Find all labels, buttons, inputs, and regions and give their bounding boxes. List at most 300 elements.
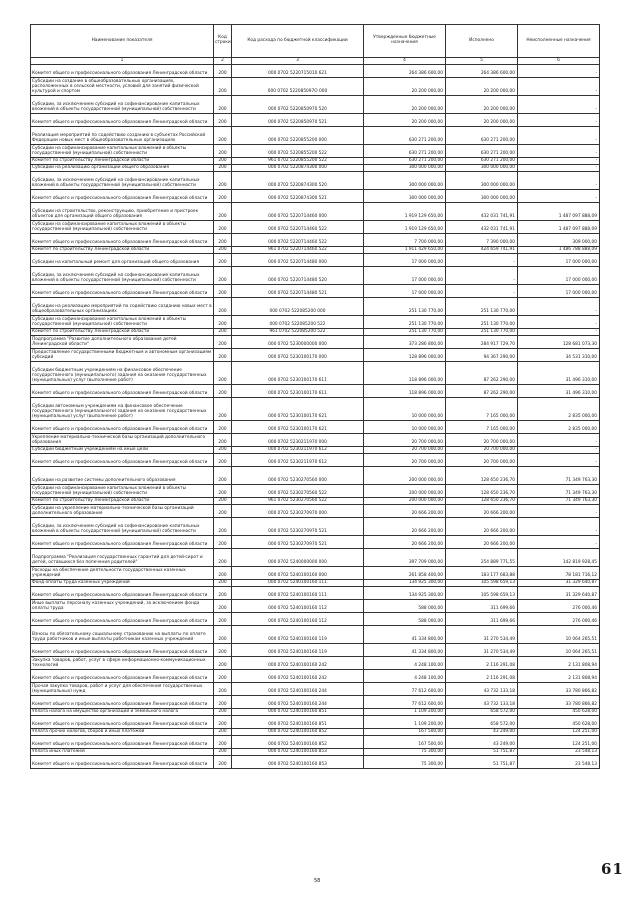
table-row bbox=[31, 716, 600, 729]
row-code: 200 bbox=[214, 467, 232, 485]
row-unexecuted: 1 487 097 888,09 bbox=[518, 221, 600, 234]
row-code: 200 bbox=[214, 587, 232, 600]
row-approved: 200 000 000,00 bbox=[364, 467, 446, 485]
row-approved: 1 109 200,00 bbox=[364, 716, 446, 729]
row-unexecuted: 276 000,46 bbox=[518, 613, 600, 626]
row-approved: 20 200 000,00 bbox=[364, 78, 446, 96]
row-name: Субсидии на строительство, реконструкцию, приобретение и пристроек объектов для организаций общего образования bbox=[31, 203, 214, 221]
row-executed: 43 249,00 bbox=[446, 729, 518, 736]
row-code: 200 bbox=[214, 190, 232, 203]
row-code: 200 bbox=[214, 145, 232, 158]
row-approved: 251 130 770,00 bbox=[364, 329, 446, 336]
row-kbk: 000 0702 5230270970 000 bbox=[232, 505, 364, 518]
row-executed: 300 000 000,00 bbox=[446, 172, 518, 190]
row-approved: 4 248 100,00 bbox=[364, 670, 446, 683]
row-executed: 20 200 000,00 bbox=[446, 114, 518, 127]
row-unexecuted: 17 000 000,00 bbox=[518, 285, 600, 298]
row-unexecuted: 33 780 866,82 bbox=[518, 696, 600, 709]
row-name: Комитет общего и профессионального образования Ленинградской области bbox=[31, 716, 214, 729]
row-approved: 7 700 000,00 bbox=[364, 234, 446, 247]
row-code: 200 bbox=[214, 716, 232, 729]
row-code: 200 bbox=[214, 172, 232, 190]
row-unexecuted: 33 780 866,82 bbox=[518, 683, 600, 696]
row-kbk: 000 0702 5230270560 000 bbox=[232, 467, 364, 485]
row-name: Комитет общего и профессионального образования Ленинградской области bbox=[31, 613, 214, 626]
row-unexecuted: 10 064 265,51 bbox=[518, 626, 600, 644]
row-code: 200 bbox=[214, 683, 232, 696]
row-approved: 20 200 000,00 bbox=[364, 96, 446, 114]
row-executed: 432 031 741,91 bbox=[446, 221, 518, 234]
row-executed: 43 249,00 bbox=[446, 736, 518, 749]
row-approved: 75 300,00 bbox=[364, 749, 446, 756]
row-executed: 20 666 200,00 bbox=[446, 536, 518, 549]
row-approved: 4 248 100,00 bbox=[364, 657, 446, 670]
table-row bbox=[31, 329, 600, 336]
row-executed: 2 116 291,08 bbox=[446, 657, 518, 670]
table-row bbox=[31, 145, 600, 158]
row-code: 200 bbox=[214, 749, 232, 756]
row-name: Подпрограмма "Развитие дополнительного образования детей Ленинградской области" bbox=[31, 336, 214, 349]
row-kbk: 000 0702 5220855200 000 bbox=[232, 127, 364, 145]
table-row bbox=[31, 580, 600, 587]
row-code: 200 bbox=[214, 626, 232, 644]
row-kbk: 000 0702 5240100160 244 bbox=[232, 696, 364, 709]
row-kbk: 961 0702 5220714460 522 bbox=[232, 247, 364, 254]
row-name: Взносы по обязательному социальному страхованию на выплаты по оплате труда работников и иные выплаты работникам казенных учреждений bbox=[31, 626, 214, 644]
row-code: 200 bbox=[214, 221, 232, 234]
table-row bbox=[31, 567, 600, 580]
row-approved: 10 000 000,00 bbox=[364, 421, 446, 434]
table-row bbox=[31, 267, 600, 285]
row-code: 200 bbox=[214, 127, 232, 145]
table-row bbox=[31, 657, 600, 670]
row-name: Уплата прочих налогов, сборов и иных платежей bbox=[31, 729, 214, 736]
row-executed: 20 200 000,00 bbox=[446, 78, 518, 96]
row-kbk: 000 0702 5220850970 521 bbox=[232, 114, 364, 127]
row-executed: 300 000 000,00 bbox=[446, 190, 518, 203]
column-number: 5 bbox=[446, 58, 518, 65]
row-name: Субсидии, за исключением субсидий на софинансирование капитальных вложений в объекты государственной (муниципальной) собственности bbox=[31, 172, 214, 190]
row-name: Уплата иных платежей bbox=[31, 749, 214, 756]
row-name: Комитет общего и профессионального образования Ленинградской области bbox=[31, 421, 214, 434]
row-unexecuted: - bbox=[518, 536, 600, 549]
header-code: Код строки bbox=[214, 25, 232, 58]
row-unexecuted: 309 000,00 bbox=[518, 234, 600, 247]
row-executed: 128 650 236,70 bbox=[446, 498, 518, 505]
row-code: 200 bbox=[214, 329, 232, 336]
row-kbk: 000 0702 5220714480 520 bbox=[232, 267, 364, 285]
row-executed: 311 699,66 bbox=[446, 613, 518, 626]
row-unexecuted: 2 835 000,00 bbox=[518, 398, 600, 421]
row-approved: 128 896 000,00 bbox=[364, 349, 446, 362]
table-row bbox=[31, 447, 600, 454]
row-code: 200 bbox=[214, 421, 232, 434]
header-executed: Исполнено bbox=[446, 25, 518, 58]
row-approved: 10 000 000,00 bbox=[364, 398, 446, 421]
row-unexecuted: 1 486 788 888,09 bbox=[518, 247, 600, 254]
table-row bbox=[31, 670, 600, 683]
column-number: 4 bbox=[364, 58, 446, 65]
row-kbk: 000 0702 5220714460 000 bbox=[232, 203, 364, 221]
row-approved: 1 919 129 650,00 bbox=[364, 203, 446, 221]
row-approved: 588 000,00 bbox=[364, 613, 446, 626]
row-approved: 588 000,00 bbox=[364, 600, 446, 613]
row-kbk: 000 0702 5230100170 611 bbox=[232, 362, 364, 385]
row-name: Комитет по строительству Ленинградской области bbox=[31, 498, 214, 505]
row-executed: 300 000 000,00 bbox=[446, 165, 518, 172]
row-kbk: 000 0702 5220714480 000 bbox=[232, 254, 364, 267]
row-approved: 77 612 600,00 bbox=[364, 683, 446, 696]
row-unexecuted: - bbox=[518, 298, 600, 316]
row-name: Комитет по строительству Ленинградской области bbox=[31, 247, 214, 254]
table-row bbox=[31, 254, 600, 267]
row-approved: 251 130 770,00 bbox=[364, 316, 446, 329]
column-number: 6 bbox=[518, 58, 600, 65]
row-kbk: 000 0702 5230100170 000 bbox=[232, 349, 364, 362]
row-unexecuted: 2 835 000,00 bbox=[518, 421, 600, 434]
row-executed: 630 271 200,00 bbox=[446, 158, 518, 165]
table-row bbox=[31, 756, 600, 769]
row-approved: 630 271 200,00 bbox=[364, 158, 446, 165]
row-unexecuted: 142 819 928,45 bbox=[518, 549, 600, 567]
row-unexecuted: 450 628,00 bbox=[518, 716, 600, 729]
row-kbk: 000 0702 5240100160 852 bbox=[232, 736, 364, 749]
row-executed: 20 200 000,00 bbox=[446, 96, 518, 114]
table-row bbox=[31, 736, 600, 749]
row-kbk: 000 0702 5220714480 521 bbox=[232, 285, 364, 298]
row-executed: 311 699,66 bbox=[446, 600, 518, 613]
row-unexecuted: - bbox=[518, 172, 600, 190]
row-code: 200 bbox=[214, 485, 232, 498]
row-name: Комитет общего и профессионального образования Ленинградской области bbox=[31, 114, 214, 127]
row-code: 200 bbox=[214, 316, 232, 329]
row-unexecuted: - bbox=[518, 447, 600, 454]
row-kbk: 000 0702 522085200 522 bbox=[232, 316, 364, 329]
row-code: 200 bbox=[214, 267, 232, 285]
handwritten-page-number: 61 bbox=[601, 860, 624, 878]
row-approved: 20 200 000,00 bbox=[364, 114, 446, 127]
row-code: 200 bbox=[214, 447, 232, 454]
row-executed: 20 700 000,00 bbox=[446, 434, 518, 447]
row-code: 200 bbox=[214, 234, 232, 247]
row-kbk: 000 0702 5240100160 242 bbox=[232, 670, 364, 683]
row-name: Субсидии на софинансирование капитальных вложений в объекты государственной (муниципальной) собственности bbox=[31, 485, 214, 498]
row-kbk: 000 0702 5230270970 521 bbox=[232, 518, 364, 536]
row-code: 200 bbox=[214, 65, 232, 78]
table-row bbox=[31, 467, 600, 485]
row-name: Субсидии на капитальный ремонт для организаций общего образования bbox=[31, 254, 214, 267]
row-code: 200 bbox=[214, 600, 232, 613]
row-kbk: 961 0702 522085200 522 bbox=[232, 329, 364, 336]
row-approved: 20 666 200,00 bbox=[364, 518, 446, 536]
row-kbk: 000 0702 5240100160 112 bbox=[232, 600, 364, 613]
table-row bbox=[31, 398, 600, 421]
table-row bbox=[31, 613, 600, 626]
table-row bbox=[31, 285, 600, 298]
row-approved: 20 700 000,00 bbox=[364, 447, 446, 454]
row-approved: 41 334 800,00 bbox=[364, 644, 446, 657]
row-executed: 658 572,00 bbox=[446, 716, 518, 729]
row-executed: 658 572,00 bbox=[446, 709, 518, 716]
row-executed: 7 165 000,00 bbox=[446, 421, 518, 434]
table-row bbox=[31, 385, 600, 398]
row-executed: 20 666 200,00 bbox=[446, 505, 518, 518]
row-executed: 2 116 291,08 bbox=[446, 670, 518, 683]
column-number: 3 bbox=[232, 58, 364, 65]
row-code: 200 bbox=[214, 254, 232, 267]
table-row bbox=[31, 203, 600, 221]
row-name: Комитет общего и профессионального образования Ленинградской области bbox=[31, 190, 214, 203]
row-kbk: 000 0702 5240100160 119 bbox=[232, 626, 364, 644]
row-approved: 167 500,00 bbox=[364, 729, 446, 736]
row-unexecuted: 23 548,13 bbox=[518, 749, 600, 756]
row-unexecuted: 34 531 310,00 bbox=[518, 349, 600, 362]
row-kbk: 000 0702 5240100160 111 bbox=[232, 587, 364, 600]
row-unexecuted: - bbox=[518, 165, 600, 172]
row-executed: 43 732 133,18 bbox=[446, 683, 518, 696]
row-executed: 128 650 236,70 bbox=[446, 485, 518, 498]
row-unexecuted: 31 496 310,00 bbox=[518, 362, 600, 385]
row-unexecuted: 128 681 073,30 bbox=[518, 336, 600, 349]
row-executed: 284 917 729,70 bbox=[446, 336, 518, 349]
row-code: 200 bbox=[214, 96, 232, 114]
budget-table bbox=[30, 24, 600, 769]
row-approved: 20 666 200,00 bbox=[364, 505, 446, 518]
row-code: 200 bbox=[214, 549, 232, 567]
row-unexecuted: - bbox=[518, 454, 600, 467]
row-kbk: 000 0702 5240100160 853 bbox=[232, 749, 364, 756]
row-kbk: 000 0702 5230270560 522 bbox=[232, 485, 364, 498]
row-approved: 397 709 000,00 bbox=[364, 549, 446, 567]
row-kbk: 961 0702 5220855200 522 bbox=[232, 158, 364, 165]
row-executed: 87 262 290,00 bbox=[446, 362, 518, 385]
row-approved: 167 500,00 bbox=[364, 736, 446, 749]
row-name: Предоставление государственными бюджетным и автономным организациям субсидий bbox=[31, 349, 214, 362]
row-approved: 630 271 200,00 bbox=[364, 127, 446, 145]
row-code: 200 bbox=[214, 247, 232, 254]
row-approved: 41 334 800,00 bbox=[364, 626, 446, 644]
table-row bbox=[31, 165, 600, 172]
row-unexecuted: 1 487 097 888,09 bbox=[518, 203, 600, 221]
header-kbk: Код расхода по бюджетной классификации bbox=[232, 25, 364, 58]
row-code: 200 bbox=[214, 285, 232, 298]
row-kbk: 000 0702 5240100160 242 bbox=[232, 657, 364, 670]
row-executed: 51 751,87 bbox=[446, 749, 518, 756]
row-kbk: 961 0702 5230270560 522 bbox=[232, 498, 364, 505]
row-unexecuted: - bbox=[518, 329, 600, 336]
row-executed: 31 270 534,49 bbox=[446, 626, 518, 644]
column-number: 2 bbox=[214, 58, 232, 65]
table-row bbox=[31, 65, 600, 78]
row-approved: 1 911 429 650,00 bbox=[364, 247, 446, 254]
row-approved: 251 130 770,00 bbox=[364, 298, 446, 316]
row-kbk: 000 0702 5230100170 611 bbox=[232, 385, 364, 398]
row-executed: 20 666 200,00 bbox=[446, 518, 518, 536]
row-code: 200 bbox=[214, 158, 232, 165]
row-name: Комитет общего и профессионального образования Ленинградской области bbox=[31, 536, 214, 549]
row-code: 200 bbox=[214, 518, 232, 536]
row-executed: 183 177 683,88 bbox=[446, 567, 518, 580]
table-row bbox=[31, 498, 600, 505]
row-approved: 20 700 000,00 bbox=[364, 434, 446, 447]
table-row bbox=[31, 505, 600, 518]
row-code: 200 bbox=[214, 434, 232, 447]
row-code: 200 bbox=[214, 657, 232, 670]
row-unexecuted: - bbox=[518, 434, 600, 447]
row-executed: 630 271 200,00 bbox=[446, 145, 518, 158]
row-name: Комитет общего и профессионального образования Ленинградской области bbox=[31, 65, 214, 78]
header-row bbox=[31, 25, 600, 58]
row-kbk: 000 0702 5220874300 000 bbox=[232, 165, 364, 172]
row-name: Субсидии, за исключением субсидий на софинансирование капитальных вложений в объекты государственной (муниципальной) собственности bbox=[31, 267, 214, 285]
table-row bbox=[31, 549, 600, 567]
table-row bbox=[31, 349, 600, 362]
row-name: Комитет общего и профессионального образования Ленинградской области bbox=[31, 736, 214, 749]
row-approved: 1 109 200,00 bbox=[364, 709, 446, 716]
row-approved: 200 000 000,00 bbox=[364, 485, 446, 498]
row-kbk: 000 0702 5230100170 621 bbox=[232, 398, 364, 421]
row-unexecuted: 10 064 265,51 bbox=[518, 644, 600, 657]
row-approved: 20 700 000,00 bbox=[364, 454, 446, 467]
row-name: Субсидии на софинансирование капитальных вложений в объекты государственной (муниципальной) собственности bbox=[31, 221, 214, 234]
table-row bbox=[31, 336, 600, 349]
table-row bbox=[31, 221, 600, 234]
column-number: 1 bbox=[31, 58, 214, 65]
row-kbk: 000 0702 5220855200 522 bbox=[232, 145, 364, 158]
row-code: 200 bbox=[214, 298, 232, 316]
row-executed: 43 732 133,18 bbox=[446, 696, 518, 709]
row-executed: 264 386 600,00 bbox=[446, 65, 518, 78]
table-row bbox=[31, 454, 600, 467]
table-row bbox=[31, 298, 600, 316]
row-unexecuted: - bbox=[518, 158, 600, 165]
table-row bbox=[31, 172, 600, 190]
table-row bbox=[31, 78, 600, 96]
row-kbk: 000 0702 5230211970 612 bbox=[232, 447, 364, 454]
row-executed: 251 130 770,00 bbox=[446, 298, 518, 316]
table-row bbox=[31, 709, 600, 716]
row-name: Фонд оплаты труда казенных учреждений bbox=[31, 580, 214, 587]
row-executed: 20 700 000,00 bbox=[446, 447, 518, 454]
row-executed: 432 031 741,91 bbox=[446, 203, 518, 221]
row-kbk: 000 0702 5230211970 000 bbox=[232, 434, 364, 447]
row-unexecuted: - bbox=[518, 145, 600, 158]
row-code: 200 bbox=[214, 165, 232, 172]
row-name: Расходы на обеспечение деятельности государственных казенных учреждений bbox=[31, 567, 214, 580]
row-executed: 424 659 741,91 bbox=[446, 247, 518, 254]
row-approved: 300 000 000,00 bbox=[364, 172, 446, 190]
row-name: Комитет общего и профессионального образования Ленинградской области bbox=[31, 587, 214, 600]
table-row bbox=[31, 114, 600, 127]
row-executed: 251 130 770,00 bbox=[446, 329, 518, 336]
row-code: 200 bbox=[214, 362, 232, 385]
row-name: Комитет общего и профессионального образования Ленинградской области bbox=[31, 234, 214, 247]
row-unexecuted: 124 251,00 bbox=[518, 736, 600, 749]
table-row bbox=[31, 683, 600, 696]
row-approved: 373 286 800,00 bbox=[364, 336, 446, 349]
row-approved: 17 000 000,00 bbox=[364, 267, 446, 285]
row-unexecuted: - bbox=[518, 127, 600, 145]
row-approved: 118 896 000,00 bbox=[364, 362, 446, 385]
row-name: Комитет общего и профессионального образования Ленинградской области bbox=[31, 756, 214, 769]
row-unexecuted: - bbox=[518, 505, 600, 518]
row-approved: 77 612 600,00 bbox=[364, 696, 446, 709]
row-kbk: 000 0702 5220714460 522 bbox=[232, 234, 364, 247]
row-name: Субсидии на создание в общеобразовательных организациях, расположенных в сельской местности, условий для занятий физической культурой и спортом bbox=[31, 78, 214, 96]
row-unexecuted: 276 000,46 bbox=[518, 600, 600, 613]
row-name: Комитет общего и профессионального образования Ленинградской области bbox=[31, 454, 214, 467]
table-row bbox=[31, 247, 600, 254]
row-kbk: 000 0702 5230211970 612 bbox=[232, 454, 364, 467]
row-code: 200 bbox=[214, 736, 232, 749]
row-code: 200 bbox=[214, 78, 232, 96]
table-row bbox=[31, 127, 600, 145]
row-name: Субсидии на реализацию организации общего образования bbox=[31, 165, 214, 172]
table-row bbox=[31, 729, 600, 736]
row-name: Комитет общего и профессионального образования Ленинградской области bbox=[31, 670, 214, 683]
row-name: Субсидии, за исключением субсидий на софинансирование капитальных вложений в объекты государственной (муниципальной) собственности bbox=[31, 518, 214, 536]
row-executed: 31 270 534,49 bbox=[446, 644, 518, 657]
row-name: Иные выплаты персоналу казенных учреждений, за исключением фонда оплаты труда bbox=[31, 600, 214, 613]
row-executed: - bbox=[446, 285, 518, 298]
row-unexecuted: 31 496 310,00 bbox=[518, 385, 600, 398]
row-unexecuted: 78 181 716,12 bbox=[518, 567, 600, 580]
table-row bbox=[31, 485, 600, 498]
table-row bbox=[31, 536, 600, 549]
row-name: Субсидии на укрепление материально-технической базы организаций дополнительного образования bbox=[31, 505, 214, 518]
row-code: 200 bbox=[214, 756, 232, 769]
row-name: Субсидии на реализацию мероприятий по содействию созданию новых мест в общеобразовательных организациях bbox=[31, 298, 214, 316]
row-code: 200 bbox=[214, 729, 232, 736]
table-row bbox=[31, 434, 600, 447]
row-kbk: 000 0702 5230100170 621 bbox=[232, 421, 364, 434]
table-row bbox=[31, 421, 600, 434]
row-approved: 264 386 600,00 bbox=[364, 65, 446, 78]
row-approved: 261 858 400,00 bbox=[364, 567, 446, 580]
row-unexecuted: - bbox=[518, 65, 600, 78]
row-approved: 17 000 000,00 bbox=[364, 254, 446, 267]
row-executed: - bbox=[446, 267, 518, 285]
row-code: 200 bbox=[214, 567, 232, 580]
row-code: 200 bbox=[214, 580, 232, 587]
row-approved: 118 896 000,00 bbox=[364, 385, 446, 398]
budget-sheet bbox=[30, 24, 599, 769]
row-kbk: 000 0702 5240100160 111 bbox=[232, 580, 364, 587]
row-code: 200 bbox=[214, 454, 232, 467]
row-name: Субсидии на софинансирование капитальных вложений в объекты государственной (муниципальной) собственности bbox=[31, 145, 214, 158]
row-name: Закупка товаров, работ, услуг в сфере информационно-коммуникационных технологий bbox=[31, 657, 214, 670]
column-numbers-row bbox=[31, 58, 600, 65]
header-approved: Утвержденные бюджетные назначения bbox=[364, 25, 446, 58]
row-code: 200 bbox=[214, 203, 232, 221]
row-executed: 7 165 000,00 bbox=[446, 398, 518, 421]
row-name: Комитет общего и профессионального образования Ленинградской области bbox=[31, 696, 214, 709]
row-name: Комитет общего и профессионального образования Ленинградской области bbox=[31, 285, 214, 298]
row-name: Комитет по строительству Ленинградской области bbox=[31, 329, 214, 336]
row-kbk: 000 0702 5240100160 852 bbox=[232, 729, 364, 736]
row-name: Субсидии бюджетным учреждениям на финансовое обеспечение государственного (муниципального) задания на оказание государственных (муниципальных) услуг (выполнение работ) bbox=[31, 362, 214, 385]
row-executed: 128 650 236,70 bbox=[446, 467, 518, 485]
row-unexecuted: 2 131 808,94 bbox=[518, 657, 600, 670]
row-approved: 20 666 200,00 bbox=[364, 536, 446, 549]
table-row bbox=[31, 626, 600, 644]
row-name: Субсидии на софинансирование капитальных вложений в объекты государственной (муниципальной) собственности bbox=[31, 316, 214, 329]
row-name: Прочая закупка товаров, работ и услуг для обеспечения государственных (муниципальных) нужд bbox=[31, 683, 214, 696]
table-row bbox=[31, 644, 600, 657]
row-executed: 20 700 000,00 bbox=[446, 454, 518, 467]
table-row bbox=[31, 518, 600, 536]
row-unexecuted: - bbox=[518, 316, 600, 329]
